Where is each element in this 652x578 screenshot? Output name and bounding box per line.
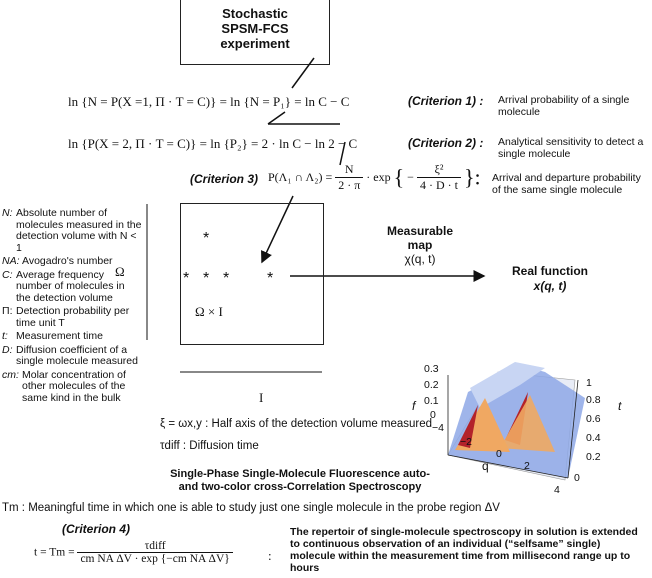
caption-line2: and two-color cross-Correlation Spectroscopy: [178, 481, 422, 493]
i-label: I: [259, 390, 264, 405]
crit4-fraction: [77, 540, 232, 565]
criterion-2-label: (Criterion 2) :: [408, 136, 484, 150]
legend-D: D: Diffusion coefficient of a single molecule measured: [2, 343, 138, 367]
q-axis-label: q: [482, 459, 489, 473]
t-tick-06: 0.6: [586, 413, 601, 425]
f-tick-0: 0: [430, 409, 436, 421]
equation-2: ln {P(X = 2, Π · T = C)} = ln {P₂} = 2 · ln C − ln 2 − C: [68, 136, 358, 151]
eq3-inner-num: ξ²: [417, 162, 461, 178]
eq3-brace-open: {: [393, 164, 405, 190]
criterion-4-equation: [34, 540, 233, 565]
legend-N: N: Absolute number of molecules measured in the detection volume with N < 1: [2, 207, 142, 254]
f-axis-label: f: [412, 399, 416, 413]
legend-Pi: Π: Detection probability per time unit T: [2, 305, 130, 329]
conclusion: The repertoir of single-molecule spectroscopy in solution is extended to continuous observation of an individual (“selfsame” single) molecule within the measurement time from millisecond range up to hours: [290, 526, 638, 574]
star-4: *: [223, 270, 230, 287]
t-tick-02: 0.2: [586, 451, 601, 463]
eq3-mid: · exp: [366, 170, 391, 184]
xi-definition: ξ = ωx,y : Half axis of the detection volume measured: [160, 418, 433, 430]
crit4-den: cm NA ΔV · exp {−cm NA ΔV}: [80, 553, 230, 565]
q-tick-neg2: −2: [460, 436, 472, 448]
eq3-den: 2 · π: [338, 178, 361, 192]
map-title2: map: [407, 238, 433, 252]
q-tick-4: 4: [554, 484, 560, 496]
star-5: *: [267, 270, 274, 287]
criterion-1-desc: Arrival probability of a single molecule: [498, 94, 630, 118]
eq3-inner-den: 4 · D · t: [419, 178, 458, 192]
eq3-minus: −: [407, 170, 414, 184]
caption: [150, 468, 450, 494]
tau-definition: τdiff : Diffusion time: [160, 440, 259, 452]
t-tick-1: 1: [586, 377, 592, 389]
experiment-line2: SPSM-FCS: [221, 21, 289, 36]
f-tick-01: 0.1: [424, 395, 439, 407]
legend-cm: cm: Molar concentration of other molecules of the same kind in the bulk: [2, 368, 126, 404]
crit4-lhs: t = Tm =: [34, 546, 75, 559]
crit4-colon: :: [268, 548, 272, 563]
criterion-1-label: (Criterion 1) :: [408, 94, 484, 108]
criterion-2-desc: Analytical sensitivity to detect a single molecule: [498, 136, 644, 160]
experiment-line3: experiment: [220, 36, 290, 51]
caption-line1: Single-Phase Single-Molecule Fluorescence auto-: [170, 468, 430, 480]
crit4-num: τdiff: [77, 540, 232, 553]
real-line2: x(q, t): [533, 279, 567, 293]
legend-NA: NA: Avogadro's number: [2, 255, 113, 267]
t-tick-04: 0.4: [586, 432, 601, 444]
t-tick-08: 0.8: [586, 394, 601, 406]
criterion-3-desc: Arrival and departure probability of the same single molecule: [492, 172, 641, 196]
t-tick-0: 0: [574, 472, 580, 484]
tm-definition: Tm : Meaningful time in which one is able to study just one single molecule in the probe region ΔV: [2, 502, 500, 514]
omega-label: Ω: [115, 264, 125, 279]
eq3-num: N: [335, 162, 363, 178]
f-tick-02: 0.2: [424, 379, 439, 391]
legend-t: t: Measurement time: [2, 330, 103, 342]
q-tick-2: 2: [524, 460, 530, 472]
eq3-brace-close: }:: [463, 164, 481, 190]
star-2: *: [183, 270, 190, 287]
map-func: χ(q, t): [404, 252, 436, 266]
q-tick-0: 0: [496, 448, 502, 460]
star-3: *: [203, 270, 210, 287]
t-axis-label: t: [618, 399, 622, 413]
criterion-3-label: (Criterion 3): [190, 172, 259, 186]
omega-product: Ω × I: [195, 304, 223, 319]
map-title1: Measurable: [386, 224, 454, 238]
star-1: *: [203, 230, 210, 247]
criterion-4-label: (Criterion 4): [62, 522, 131, 536]
experiment-line1: Stochastic: [222, 6, 288, 21]
legend-C: C: Average frequency number of molecules in the detection volume: [2, 268, 125, 304]
equation-1: ln {N = P(X =1, Π · T = C)} = ln {N = P₁} = ln C − C: [68, 94, 350, 109]
q-tick-neg4: −4: [432, 422, 444, 434]
f-tick-03: 0.3: [424, 363, 439, 375]
eq3-lhs: P(Λ₁ ∩ Λ₂) =: [268, 170, 333, 184]
real-line1: Real function: [511, 264, 588, 278]
